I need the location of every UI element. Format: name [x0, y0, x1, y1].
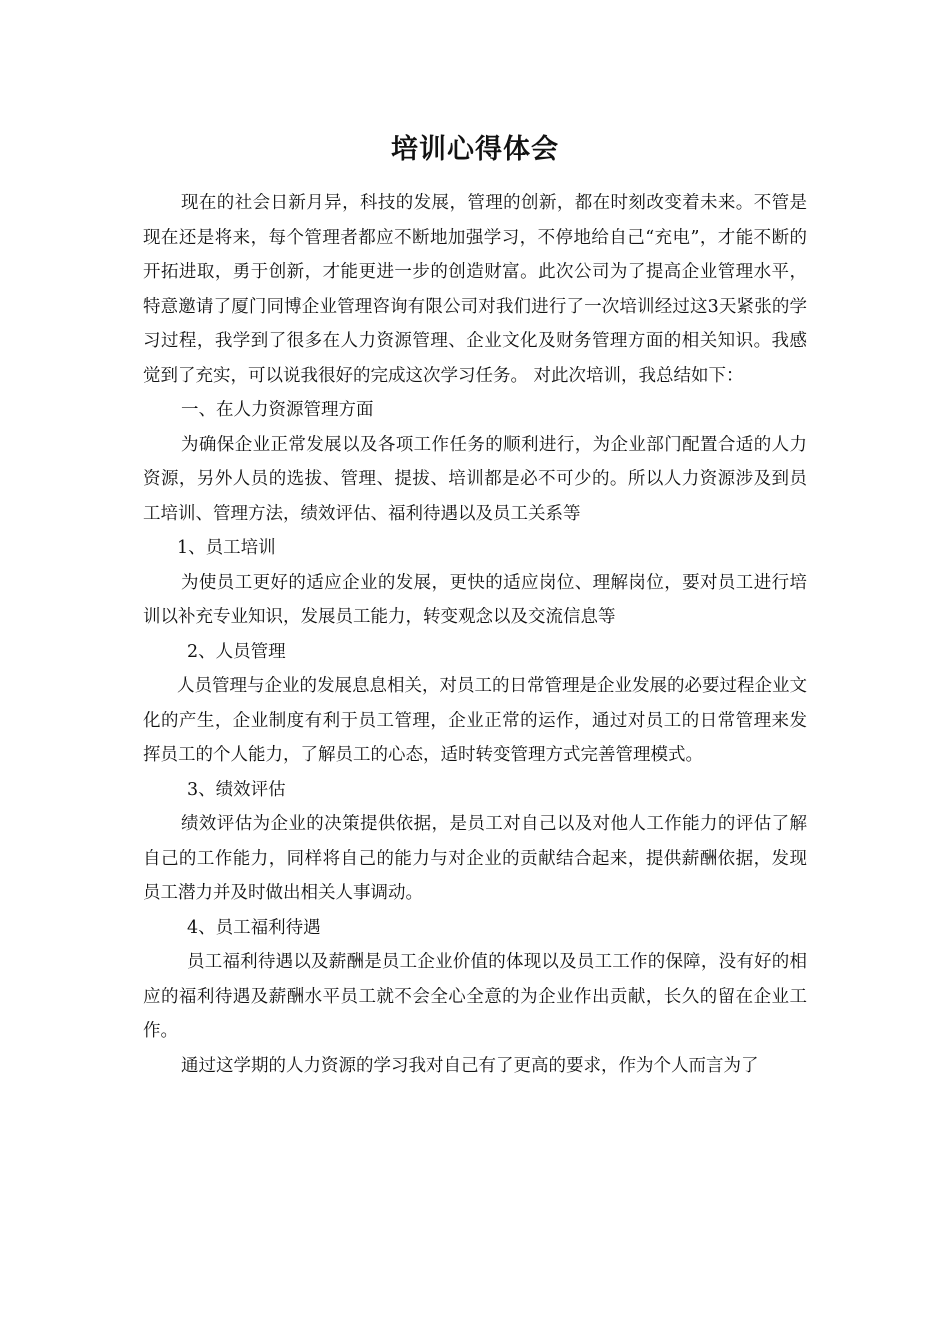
subheading-employee-benefits: 4、员工福利待遇 — [187, 917, 321, 938]
section-heading-hr-management: 一、在人力资源管理方面 — [181, 400, 374, 420]
personnel-management-paragraph: 人员管理与企业的发展息息相关，对员工的日常管理是企业发展的必要过程企业文化的产生，企业制度有利于员工管理，企业正常的运作，通过对员工的日常管理来发挥员工的个人能力，了解员工的心态，适时转变管理方式完善管理模式。 — [143, 676, 807, 765]
conclusion-paragraph: 通过这学期的人力资源的学习我对自己有了更高的要求，作为个人而言为了 — [181, 1055, 759, 1076]
document-title: 培训心得体会 — [391, 134, 559, 165]
subheading-employee-training: 1、员工培训 — [177, 538, 276, 558]
subheading-performance-evaluation: 3、绩效评估 — [187, 779, 286, 800]
employee-benefits-paragraph: 员工福利待遇以及薪酬是员工企业价值的体现以及员工工作的保障，没有好的相应的福利待遇及薪酬水平员工就不会全心全意的为企业作出贡献，长久的留在企业工作。 — [143, 952, 807, 1041]
employee-training-paragraph: 为使员工更好的适应企业的发展，更快的适应岗位、理解岗位，要对员工进行培训以补充专业知识，发展员工能力，转变观念以及交流信息等 — [143, 572, 807, 627]
hr-overview-paragraph: 为确保企业正常发展以及各项工作任务的顺利进行，为企业部门配置合适的人力资源，另外人员的选拔、管理、提拔、培训都是必不可少的。所以人力资源涉及到员工培训、管理方法，绩效评估、福利待遇以及员工关系等 — [143, 434, 807, 524]
intro-paragraph: 现在的社会日新月异，科技的发展，管理的创新，都在时刻改变着未来。不管是现在还是将来，每个管理者都应不断地加强学习，不停地给自己“充电”，才能不断的开拓进取，勇于创新，才能更进一步的创造财富。此次公司为了提高企业管理水平，特意邀请了厦门同博企业管理咨询有限公司对我们进行了一次培训经过这3天紧张的学习过程，我学到了很多在人力资源管理、企业文化及财务管理方面的相关知识。我感觉到了充实，可以说我很好的完成这次学习任务。 对此次培训，我总结如下： — [143, 193, 807, 386]
document-body — [143, 186, 807, 1083]
performance-evaluation-paragraph: 绩效评估为企业的决策提供依据，是员工对自己以及对他人工作能力的评估了解自己的工作能力，同样将自己的能力与对企业的贡献结合起来，提供薪酬依据，发现员工潜力并及时做出相关人事调动。 — [143, 814, 807, 903]
subheading-personnel-management: 2、人员管理 — [187, 641, 286, 662]
